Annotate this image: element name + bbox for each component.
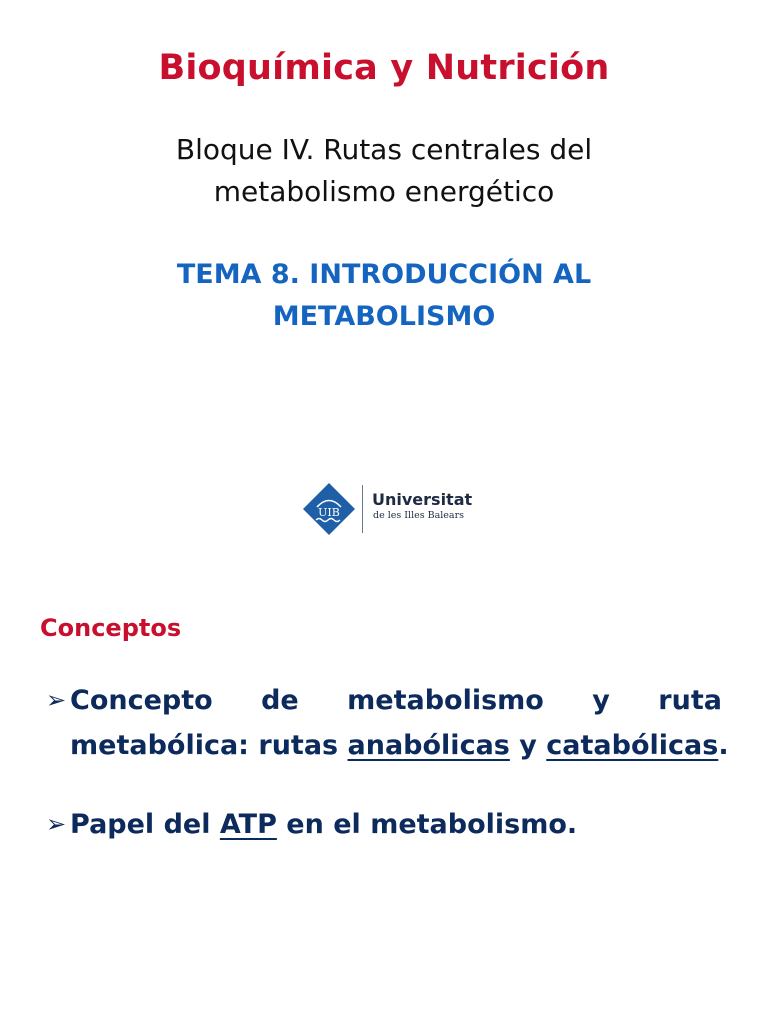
bullet-1-word: de xyxy=(261,685,299,716)
uib-emblem-icon xyxy=(302,482,356,536)
bullet-1-word: y xyxy=(592,685,610,716)
topic-title xyxy=(0,254,768,338)
concept-bullet-atp xyxy=(46,802,722,847)
course-title: Bioquímica y Nutrición xyxy=(158,48,610,88)
logo-emblem-text: UIB xyxy=(318,506,340,519)
concepts-heading: Conceptos xyxy=(40,614,182,642)
underlined-term-anabolicas: anabólicas xyxy=(347,730,510,761)
block-subtitle-line-2: metabolismo energético xyxy=(213,175,555,208)
bullet-1-text: metabólica: rutas xyxy=(70,730,348,761)
block-subtitle-line-1: Bloque IV. Rutas centrales del xyxy=(175,133,593,166)
bullet-1-word: metabolismo xyxy=(347,685,544,716)
bullet-2-line xyxy=(46,802,722,847)
underlined-term-catabolicas: catabólicas xyxy=(546,730,719,761)
block-subtitle xyxy=(0,129,768,213)
university-logo xyxy=(300,479,472,539)
bullet-1-word: ruta xyxy=(658,685,722,716)
bullet-1-word: Concepto xyxy=(70,685,213,716)
bullet-1-text: y xyxy=(509,730,547,761)
underlined-term-atp: ATP xyxy=(219,809,277,840)
bullet-1-line-2 xyxy=(46,723,729,768)
topic-title-line-1: TEMA 8. INTRODUCCIÓN AL xyxy=(176,259,592,290)
topic-title-line-2: METABOLISMO xyxy=(272,301,496,332)
logo-divider xyxy=(362,485,363,533)
concept-bullet-metabolism xyxy=(46,678,729,768)
arrow-bullet-icon: ➢ xyxy=(46,686,67,714)
bullet-2-text: en el metabolismo. xyxy=(276,809,578,840)
arrow-bullet-icon: ➢ xyxy=(46,810,67,838)
logo-subtitle: de les Illes Balears xyxy=(373,510,465,521)
bullet-2-text: Papel del xyxy=(70,809,220,840)
bullet-1-text: . xyxy=(718,730,729,761)
bullet-1-line-1 xyxy=(46,678,722,723)
logo-name: Universitat xyxy=(372,490,473,509)
